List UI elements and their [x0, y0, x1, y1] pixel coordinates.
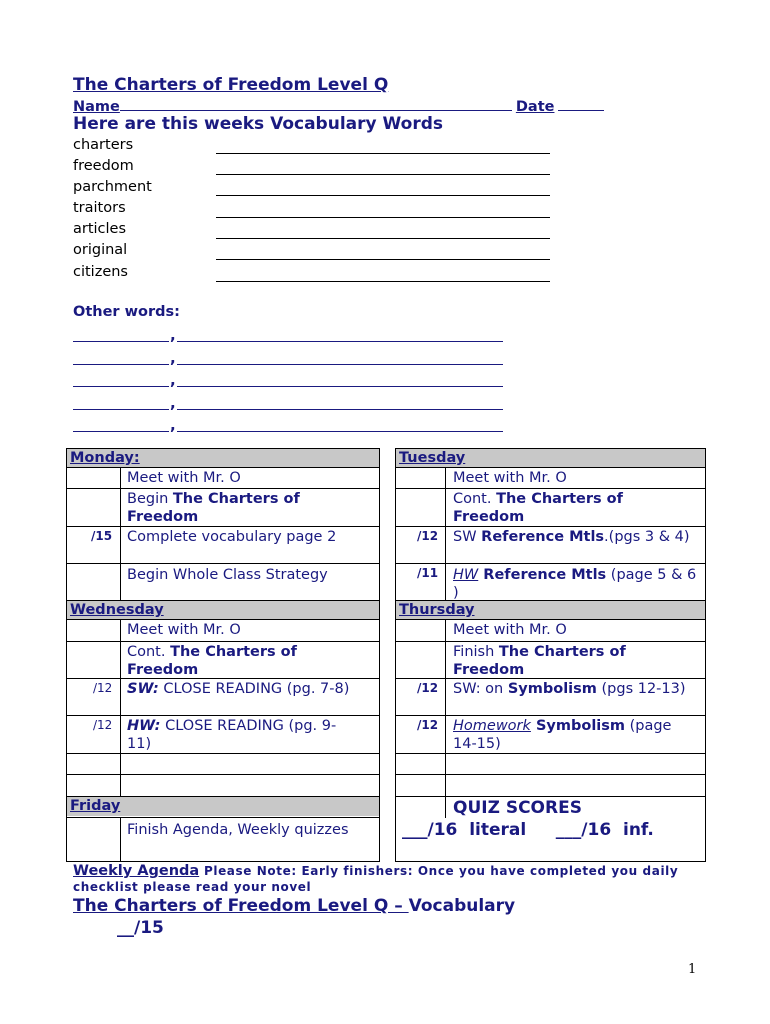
- tuesday-score-hw: /11: [417, 566, 439, 580]
- monday-row-3: Complete vocabulary page 2: [127, 529, 337, 545]
- vocabulary-title: The Charters of Freedom Level Q – Vocabulary: [73, 896, 516, 916]
- vocab-blank[interactable]: [216, 153, 550, 154]
- document-title: The Charters of Freedom Level Q: [73, 75, 389, 95]
- page-number: 1: [688, 962, 697, 977]
- thursday-row-3: SW: on Symbolism (pgs 12-13): [453, 681, 686, 697]
- thursday-header: Thursday: [396, 601, 705, 619]
- thursday-row-4: Homework Symbolism (page 14-15): [453, 718, 672, 752]
- tuesday-row-3: SW Reference Mtls.(pgs 3 & 4): [453, 529, 690, 545]
- name-date-row: [73, 96, 618, 115]
- wednesday-score-hw: /12: [93, 718, 113, 732]
- vocab-blank[interactable]: [216, 217, 550, 218]
- other-words-heading: Other words:: [73, 304, 180, 320]
- monday-row-4: Begin Whole Class Strategy: [127, 567, 328, 583]
- thursday-score-sw: /12: [417, 681, 439, 695]
- friday-row-1: Finish Agenda, Weekly quizzes: [127, 822, 349, 838]
- tuesday-row-4: HW Reference Mtls (page 5 & 6 ): [453, 567, 697, 601]
- vocab-blank[interactable]: [216, 281, 550, 282]
- weekly-agenda-note: Weekly Agenda Please Note: Early finishers: Once you have completed you daily checklist please read your novel: [73, 863, 679, 894]
- vocab-word: traitors: [73, 200, 126, 216]
- wednesday-score-sw: /12: [93, 681, 113, 695]
- vocab-blank[interactable]: [216, 238, 550, 239]
- vocab-word: parchment: [73, 179, 152, 195]
- quiz-scores-title: QUIZ SCORES: [453, 798, 582, 818]
- monday-header: Monday:: [67, 449, 379, 467]
- vocab-blank[interactable]: [216, 259, 550, 260]
- thursday-score-hw: /12: [417, 718, 439, 732]
- vocab-word: freedom: [73, 158, 134, 174]
- tuesday-score-sw: /12: [417, 529, 439, 543]
- tuesday-row-2: Cont. The Charters of Freedom: [453, 491, 623, 525]
- vocab-word: original: [73, 242, 128, 258]
- vocab-blank[interactable]: [216, 174, 550, 175]
- vocab-word: citizens: [73, 264, 128, 280]
- tuesday-header: Tuesday: [396, 449, 705, 467]
- date-label: Date: [515, 99, 555, 115]
- monday-row-2: Begin The Charters of Freedom: [127, 491, 300, 525]
- monday-row-1: Meet with Mr. O: [127, 470, 241, 486]
- wednesday-header: Wednesday: [67, 601, 379, 619]
- thursday-row-2: Finish The Charters of Freedom: [453, 644, 626, 678]
- name-blank[interactable]: [120, 96, 512, 111]
- wednesday-row-4: HW: CLOSE READING (pg. 9-11): [127, 718, 337, 752]
- wednesday-row-1: Meet with Mr. O: [127, 622, 241, 638]
- vocab-word: articles: [73, 221, 127, 237]
- vocabulary-score: __/15: [117, 918, 164, 938]
- friday-header: Friday: [67, 797, 379, 816]
- vocab-word: charters: [73, 137, 134, 153]
- wednesday-row-3: SW: CLOSE READING (pg. 7-8): [127, 681, 350, 697]
- wednesday-row-2: Cont. The Charters of Freedom: [127, 644, 297, 678]
- vocab-heading: Here are this weeks Vocabulary Words: [73, 114, 443, 134]
- name-label: Name: [73, 99, 120, 115]
- tuesday-row-1: Meet with Mr. O: [453, 470, 567, 486]
- date-blank[interactable]: [558, 96, 604, 111]
- quiz-scores-values: ___/16 literal ___/16 inf.: [402, 820, 654, 840]
- vocab-blank[interactable]: [216, 195, 550, 196]
- monday-score: /15: [91, 529, 113, 543]
- thursday-row-1: Meet with Mr. O: [453, 622, 567, 638]
